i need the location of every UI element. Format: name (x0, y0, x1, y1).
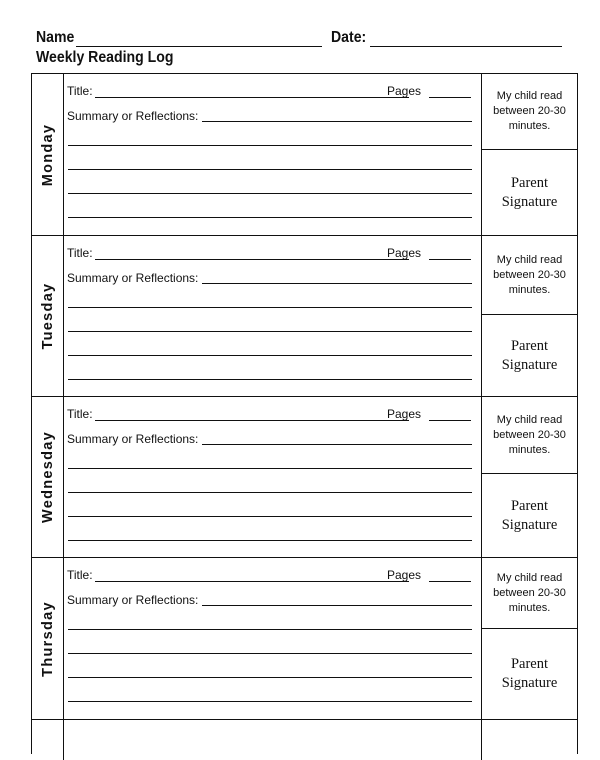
parent-signature-cell[interactable] (482, 150, 577, 235)
day-name: Thursday (39, 600, 56, 677)
summary-line[interactable] (68, 516, 472, 517)
summary-line[interactable] (68, 540, 472, 541)
day-label-cell (32, 397, 64, 557)
page-title: Weekly Reading Log (36, 49, 174, 66)
parent-signature-label: Parent Signature (501, 174, 558, 210)
signature-column (481, 74, 577, 235)
title-field[interactable] (95, 259, 409, 260)
reading-note-cell (482, 558, 577, 629)
title-label: Title: (67, 568, 93, 582)
reading-note: My child read between 20-30 minutes. (493, 413, 566, 456)
pages-field[interactable] (429, 259, 471, 260)
summary-line[interactable] (68, 307, 472, 308)
signature-column (481, 397, 577, 557)
pages-field[interactable] (429, 581, 471, 582)
summary-line[interactable] (68, 629, 472, 630)
name-label: Name (36, 29, 75, 46)
day-row-wednesday (32, 397, 577, 558)
day-row-next (32, 720, 577, 760)
day-label-cell (32, 74, 64, 235)
day-row-monday (32, 74, 577, 236)
day-row-thursday (32, 558, 577, 720)
parent-signature-cell[interactable] (482, 629, 577, 719)
parent-signature-cell[interactable] (482, 474, 577, 557)
pages-label: Pages (387, 568, 422, 582)
summary-line[interactable] (68, 677, 472, 678)
summary-label: Summary or Reflections: (67, 271, 199, 285)
parent-signature-label: Parent Signature (501, 656, 558, 691)
title-field[interactable] (95, 97, 409, 98)
signature-column (481, 236, 577, 396)
title-label: Title: (67, 407, 93, 421)
summary-line[interactable] (68, 468, 472, 469)
parent-signature-cell[interactable] (482, 315, 577, 396)
title-label: Title: (67, 84, 93, 98)
day-name: Tuesday (39, 282, 56, 350)
day-row-tuesday (32, 236, 577, 397)
summary-line[interactable] (202, 121, 472, 122)
day-label-cell (32, 720, 64, 760)
reading-log-table (31, 73, 578, 754)
reading-note: My child read between 20-30 minutes. (493, 253, 566, 296)
summary-label: Summary or Reflections: (67, 109, 199, 123)
name-field[interactable] (76, 46, 322, 47)
summary-line[interactable] (68, 355, 472, 356)
summary-line[interactable] (202, 605, 472, 606)
day-name: Wednesday (39, 430, 56, 524)
signature-column (481, 558, 577, 719)
pages-label: Pages (387, 84, 422, 98)
title-label: Title: (67, 246, 93, 260)
header (36, 29, 566, 51)
summary-line[interactable] (68, 492, 472, 493)
summary-line[interactable] (68, 169, 472, 170)
parent-signature-label: Parent Signature (501, 337, 558, 373)
day-name: Monday (39, 123, 56, 186)
entry-area (65, 74, 479, 235)
summary-line[interactable] (202, 444, 472, 445)
date-field[interactable] (370, 46, 562, 47)
reading-note: My child read between 20-30 minutes. (493, 571, 566, 614)
pages-label: Pages (387, 407, 422, 421)
date-label: Date: (331, 29, 367, 46)
entry-area (65, 397, 479, 557)
reading-note-cell (482, 236, 577, 315)
summary-line[interactable] (68, 701, 472, 702)
summary-line[interactable] (68, 379, 472, 380)
parent-signature-label: Parent Signature (501, 497, 558, 533)
pages-field[interactable] (429, 420, 471, 421)
summary-line[interactable] (68, 653, 472, 654)
reading-note: My child read between 20-30 minutes. (493, 90, 566, 132)
entry-area (65, 558, 479, 719)
summary-label: Summary or Reflections: (67, 432, 199, 446)
summary-line[interactable] (68, 331, 472, 332)
day-label-cell (32, 558, 64, 719)
summary-line[interactable] (68, 145, 472, 146)
reading-note-cell (482, 397, 577, 474)
reading-note-cell (482, 74, 577, 150)
entry-area (65, 236, 479, 396)
signature-column (481, 720, 577, 760)
summary-line[interactable] (68, 217, 472, 218)
title-field[interactable] (95, 420, 409, 421)
pages-field[interactable] (429, 97, 471, 98)
title-field[interactable] (95, 581, 409, 582)
pages-label: Pages (387, 246, 422, 260)
summary-label: Summary or Reflections: (67, 593, 199, 607)
summary-line[interactable] (68, 193, 472, 194)
summary-line[interactable] (202, 283, 472, 284)
day-label-cell (32, 236, 64, 396)
